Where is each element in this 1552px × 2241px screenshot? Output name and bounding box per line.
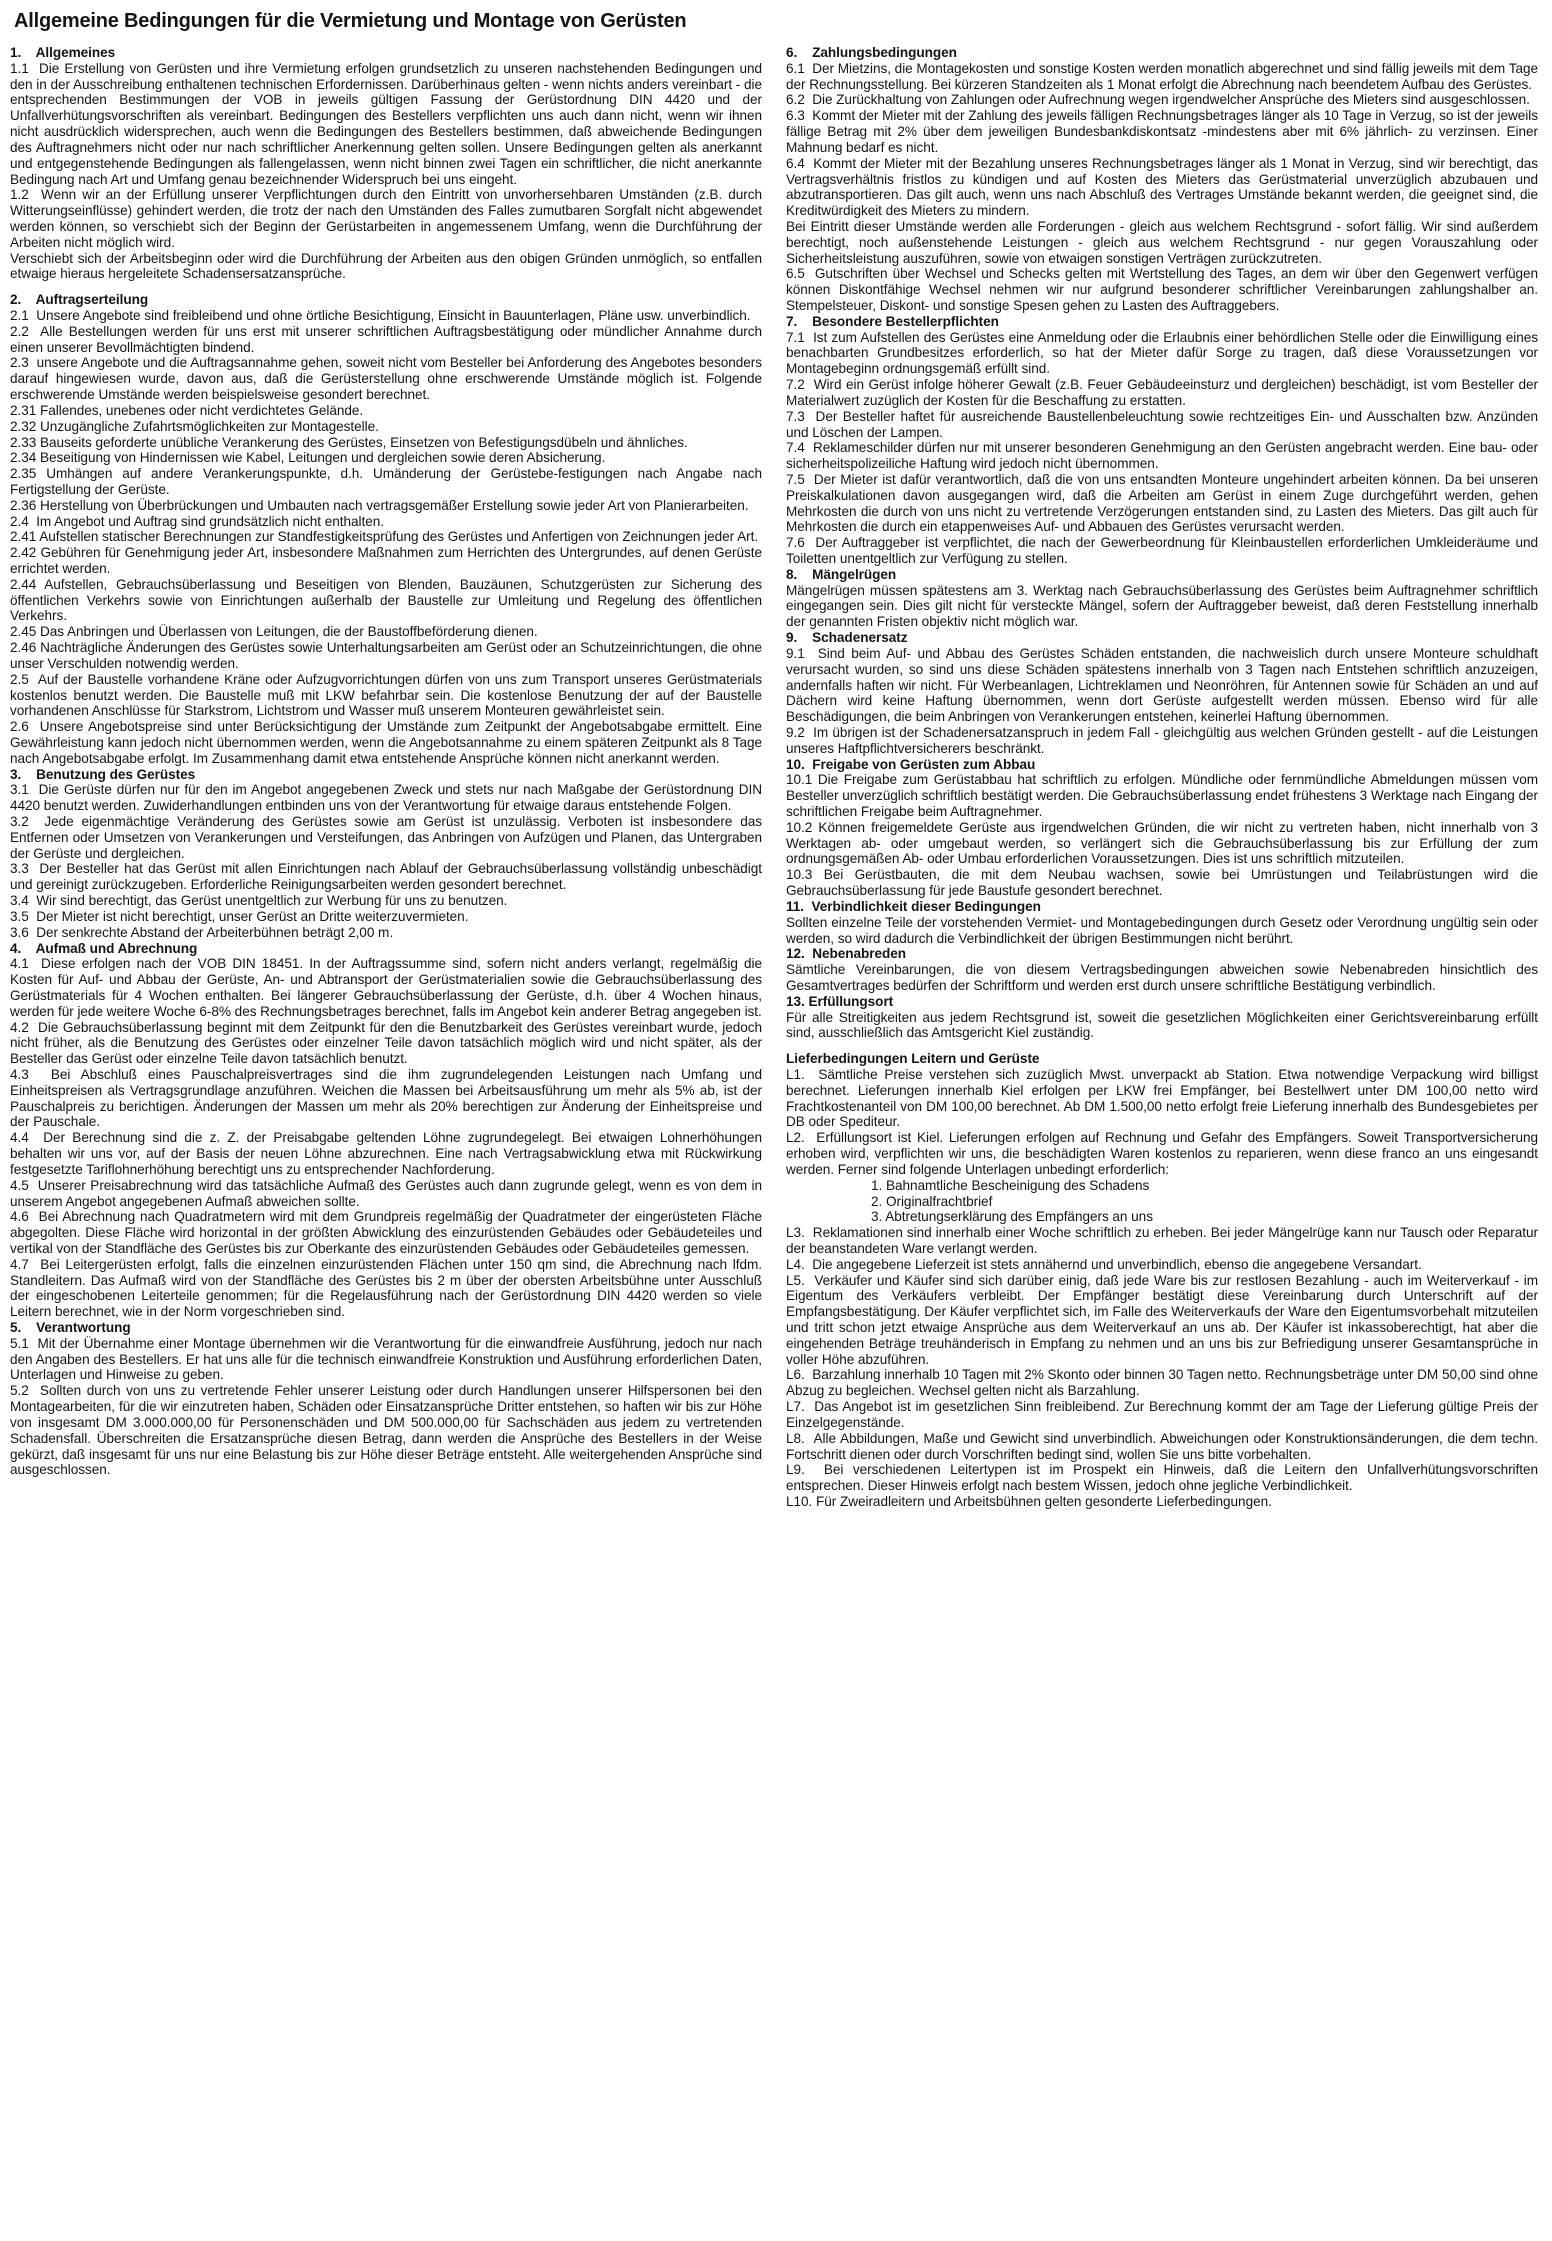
clause-paragraph: 7.2 Wird ein Gerüst infolge höherer Gewalt (z.B. Feuer Gebäudeeinsturz und dergleichen) beschädigt, ist vom Besteller der Materialwert zuzüglich der Kosten für die Beschaffung zu erstatten. bbox=[786, 377, 1538, 408]
section-heading: 13. Erfüllungsort bbox=[786, 993, 894, 1009]
clause-paragraph: 2.2 Alle Bestellungen werden für uns erst mit unserer schriftlichen Auftragsbestätigung oder mündlicher Annahme durch einen unserer Bevollmächtigten bindend. bbox=[10, 323, 762, 355]
clause-paragraph: Für alle Streitigkeiten aus jedem Rechtsgrund ist, soweit die gesetzlichen Möglichkeiten einer Gerichtsvereinbarung erfüllt sind, ausschließlich das Amtsgericht Kiel zuständig. bbox=[786, 1009, 1538, 1041]
clause-paragraph: 1.2 Wenn wir an der Erfüllung unserer Verpflichtungen durch den Eintritt von unvorhersehbaren Umständen (z.B. durch Witterungseinflüsse) gehindert werden, die trotz der nach den Umständen des Falles zumutbaren Sorgfalt nicht abgewendet werden können, so verschiebt sich der Beginn der Gerüstarbeiten in angemessenem Umfang, wenn die Durchführung der Arbeiten nicht möglich wird. bbox=[10, 187, 762, 250]
clause-paragraph: 2.6 Unsere Angebotspreise sind unter Berücksichtigung der Umstände zum Zeitpunkt der Angebotsabgabe ermittelt. Eine Gewährleistung kann jedoch nicht übernommen werden, wenn die Angebotsannahme zu einem späteren Zeitpunkt als 8 Tage nach Angebotsabgabe erfolgt. Im Zusammenhang damit etwa entstehende Ansprüche können nicht anerkannt werden. bbox=[10, 719, 762, 766]
section-spacer bbox=[786, 1041, 1538, 1051]
clause-paragraph: L9. Bei verschiedenen Leitertypen ist im Prospekt ein Hinweis, daß die Leitern den Unfallverhütungsvorschriften entsprechen. Dieser Hinweis erfolgt nach bestem Wissen, jedoch ohne jegliche Verbindlichkeit. bbox=[786, 1462, 1538, 1494]
clause-paragraph: 2.5 Auf der Baustelle vorhandene Kräne oder Aufzugvorrichtungen dürfen von uns zum Transport unseres Gerüstmaterials kostenlos benutzt werden. Die Baustelle muß mit LKW befahrbar sein. Die kostenlose Benutzung der auf der Baustelle vorhandenen Anschlüsse für Starkstrom, Lichtstrom und Wasser muß unserem Monteuren gewährleistet sein. bbox=[10, 671, 762, 719]
text-columns bbox=[10, 45, 1538, 1510]
clause-paragraph: 7.3 Der Besteller haftet für ausreichende Baustellenbeleuchtung sowie rechtzeitiges Ein- und Ausschalten bzw. Anzünden und Löschen der Lampen. bbox=[786, 408, 1538, 440]
clause-paragraph: L7. Das Angebot ist im gesetzlichen Sinn freibleibend. Zur Berechnung kommt der am Tage der Lieferung gültige Preis der Einzelgegenstände. bbox=[786, 1399, 1538, 1430]
section-heading: 8. Mängelrügen bbox=[786, 566, 897, 582]
clause-paragraph: 2.4 Im Angebot und Auftrag sind grundsätzlich nicht enthalten. bbox=[10, 513, 384, 529]
clause-paragraph: 2.42 Gebühren für Genehmigung jeder Art, insbesondere Maßnahmen zum Herrichten des Untergrundes, auf denen Gerüste errichtet werden. bbox=[10, 545, 762, 576]
section-spacer bbox=[10, 282, 762, 292]
clause-paragraph: 6.5 Gutschriften über Wechsel und Schecks gelten mit Wertstellung des Tages, an dem wir über den Gegenwert verfügen können Diskontfähige Wechsel nehmen wir nur aufgrund besonderer schriftlicher Vereinbarungen zahlungshalber an. Stempelsteuer, Diskont- und sonstige Spesen gehen zu Lasten des Auftraggebers. bbox=[786, 266, 1538, 313]
clause-paragraph: Mängelrügen müssen spätestens am 3. Werktag nach Gebrauchsüberlassung des Gerüstes beim Auftragnehmer schriftlich eingegangen sein. Dies gilt nicht für versteckte Mängel, sofern der Auftraggeber beweist, daß deren Feststellung innerhalb der genannten Fristen objektiv nicht möglich war. bbox=[786, 582, 1538, 630]
section-heading: Lieferbedingungen Leitern und Gerüste bbox=[786, 1051, 1040, 1067]
clause-paragraph: 2.31 Fallendes, unebenes oder nicht verdichtetes Gelände. bbox=[10, 402, 364, 418]
clause-paragraph: 2.36 Herstellung von Überbrückungen und Umbauten nach vertragsgemäßer Erstellung sowie jeder Art von Planierarbeiten. bbox=[10, 497, 749, 513]
clause-paragraph: 4.7 Bei Leitergerüsten erfolgt, falls die einzelnen einzurüstenden Flächen unter 150 qm sind, die Abrechnung nach lfdm. Standleitern. Das Aufmaß wird von der Standfläche des Gerüstes bis 2 m über der obersten Arbeitsbühne unter Ausschluß der eingeschobenen Leiterteile genommen; für die Regelausführung nach der Gerüstordnung DIN 4420 werden so viele Leitern berechnet, wie in der Norm vorgeschrieben sind. bbox=[10, 1256, 762, 1320]
clause-paragraph: 6.3 Kommt der Mieter mit der Zahlung des jeweils fälligen Rechnungsbetrages länger als 10 Tage in Verzug, so ist der jeweils fällige Betrag mit 2% über dem jeweiligen Bundesbankdiskontsatz -mindestens aber mit 6% jährlich- zu verzinsen. Einer Mahnung bedarf es nicht. bbox=[786, 108, 1538, 155]
clause-paragraph: 2.46 Nachträgliche Änderungen des Gerüstes sowie Unterhaltungsarbeiten am Gerüst oder an Schutzeinrichtungen, die ohne unser Verschulden notwendig werden. bbox=[10, 640, 762, 671]
clause-paragraph: 5.2 Sollten durch von uns zu vertretende Fehler unserer Leistung oder durch Handlungen unserer Hilfspersonen bei den Montagearbeiten, für die wir einzutreten haben, Schäden oder Einsatzansprüche Dritter entstehen, so haften wir bis zur Höhe von insgesamt DM 3.000.000,00 für Personenschäden und DM 500.000,00 für Sachschäden aus jedem zu vertretenden Schadensfall. Überschreiten die Ersatzansprüche diesen Betrag, dann werden die Ansprüche des Bestellers in der Weise gekürzt, daß insgesamt für uns nur eine Belastung bis zur Höhe dieser Beträge entsteht. Alle weitergehenden Ansprüche sind ausgeschlossen. bbox=[10, 1383, 762, 1478]
section-heading: 6. Zahlungsbedingungen bbox=[786, 45, 957, 60]
clause-paragraph: 10.2 Können freigemeldete Gerüste aus irgendwelchen Gründen, die wir nicht zu vertreten haben, nicht innerhalb von 3 Werktagen ab- oder umgebaut werden, so verlängert sich die Gebrauchsüberlassung bis zur Erfüllung der zum ordnungsgemäßen Ab- oder Umbau erforderlichen Voraussetzungen. Dies ist uns schriftlich mitzuteilen. bbox=[786, 819, 1538, 867]
clause-paragraph: L4. Die angegebene Lieferzeit ist stets annähernd und unverbindlich, ebenso die angegebene Versandart. bbox=[786, 1256, 1422, 1272]
section-heading: 9. Schadenersatz bbox=[786, 630, 908, 646]
clause-paragraph: 7.4 Reklameschilder dürfen nur mit unserer besonderen Genehmigung an den Gerüsten angebracht werden. Eine bau- oder sicherheitspolizeiliche Haftung wird jedoch nicht übernommen. bbox=[786, 440, 1538, 472]
clause-paragraph: L1. Sämtliche Preise verstehen sich zuzüglich Mwst. unverpackt ab Station. Etwa notwendige Verpackung wird billigst berechnet. Lieferungen innerhalb Kiel erfolgen per LKW frei Empfänger, bei Bestellwert unter DM 100,00 netto wird Frachtkostenanteil von DM 100,00 berechnet. Ab DM 1.500,00 netto erfolgt freie Lieferung innerhalb des Bundesgebietes per DB oder Spediteur. bbox=[786, 1067, 1538, 1130]
clause-paragraph: 1.1 Die Erstellung von Gerüsten und ihre Vermietung erfolgen grundsetzlich zu unseren nachstehenden Bedingungen und den in der Ausschreibung enthaltenen technischen Erfordernissen. Darüberhinaus gelten - wenn nichts anders vereinbart - die entsprechenden Bestimmungen der VOB in jeweils gültigen Fassung der Gerüstordnung DIN 4420 und der Unfallverhütungsvorschriften als vereinbart. Bedingungen des Bestellers verpflichten uns auch dann nicht, wenn wir ihnen nicht ausdrücklich widersprechen, auch wenn die Bedingungen des Bestellers bestimmen, daß abweichende Bedingungen des Auftragnehmers nicht oder nur nach schriftlicher Anerkennung gelten sollen. Unsere Bedingungen gelten als anerkannt und entgegenstehende Bedingungen als fallengelassen, wenn nicht binnen zwei Tagen ein schriftlicher, die nicht anerkannte Bedingung nach Art und Umfang genau bezeichnender Widerspruch bei uns eingeht. bbox=[10, 60, 762, 187]
clause-paragraph: 10.3 Bei Gerüstbauten, die mit dem Neubau wachsen, sowie bei Umrüstungen und Teilabrüstungen wird die Gebrauchsüberlassung für jede Baustufe gesondert berechnet. bbox=[786, 867, 1538, 899]
section-heading: 11. Verbindlichkeit dieser Bedingungen bbox=[786, 898, 1041, 914]
clause-paragraph: 6.2 Die Zurückhaltung von Zahlungen oder Aufrechnung wegen irgendwelcher Ansprüche des Mieters sind ausgeschlossen. bbox=[786, 92, 1530, 108]
document-title: Allgemeine Bedingungen für die Vermietung und Montage von Gerüsten bbox=[14, 10, 687, 32]
clause-paragraph: 2.41 Aufstellen statischer Berechnungen zur Standfestigkeitsprüfung des Gerüstes und Anfertigen von Zeichnungen jeder Art. bbox=[10, 529, 759, 545]
clause-paragraph: Bei Eintritt dieser Umstände werden alle Forderungen - gleich aus welchem Rechtsgrund - sofort fällig. Wir sind außerdem berechtigt, noch außenstehende Leistungen - gleich aus welchem Rechtsgrund - nur gegen Vorauszahlung oder Sicherheitsleistung auszuführen, sowie von etwaigen sonstigen Verträgen zurückzutreten. bbox=[786, 218, 1538, 266]
section-heading: 10. Freigabe von Gerüsten zum Abbau bbox=[786, 756, 1036, 772]
section-heading: 4. Aufmaß und Abrechnung bbox=[10, 940, 198, 956]
right-column bbox=[786, 45, 1538, 1510]
clause-paragraph: 4.5 Unserer Preisabrechnung wird das tatsächliche Aufmaß des Gerüstes auch dann zugrunde gelegt, wenn es von dem in unserem Angebot angegebenen Aufmaß abweichen sollte. bbox=[10, 1177, 762, 1209]
clause-paragraph: Sämtliche Vereinbarungen, die von diesem Vertragsbedingungen abweichen sowie Nebenabreden hinsichtlich des Gesamtvertrages bedürfen der Schriftform und werden erst durch unsere schriftliche Bestätigung verbindlich. bbox=[786, 962, 1538, 993]
clause-paragraph: 4.3 Bei Abschluß eines Pauschalpreisvertrages sind die ihm zugrundelegenden Leistungen nach Umfang und Einheitspreisen als Vertragsgrundlage anzuführen. Weichen die Massen bei Arbeitsausführung um mehr als 5% ab, ist der Pauschalpreis zu berichtigen. Änderungen der Massen um mehr als 20% berechtigen zur Änderung der Einheitspreise und der Pauschale. bbox=[10, 1067, 762, 1130]
clause-paragraph: 2.1 Unsere Angebote sind freibleibend und ohne örtliche Besichtigung, Einsicht in Bauunterlagen, Pläne usw. unverbindlich. bbox=[10, 308, 751, 323]
section-heading: 1. Allgemeines bbox=[10, 45, 116, 60]
clause-paragraph: 4.6 Bei Abrechnung nach Quadratmetern wird mit dem Grundpreis regelmäßig der Quadratmeter der eingerüsteten Fläche abgegolten. Diese Fläche wird horizontal in der größten Abwicklung des einzurüstenden Gebäudes oder Gebäudeteiles und vertikal von der Standfläche des Gerüstes bis zur Oberkante des einzurüstenden Gebäudes oder Gebäudeteiles gemessen. bbox=[10, 1209, 762, 1256]
clause-paragraph: L8. Alle Abbildungen, Maße und Gewicht sind unverbindlich. Abweichungen oder Konstruktionsänderungen, die dem techn. Fortschritt dienen oder durch Vorschriften bedingt sind, wollen Sie uns bitte vorbehalten. bbox=[786, 1430, 1538, 1462]
clause-paragraph: 3.1 Die Gerüste dürfen nur für den im Angebot angegebenen Zweck und stets nur nach Maßgabe der Gerüstordnung DIN 4420 benutzt werden. Zuwiderhandlungen entbinden uns von der Verantwortung für etwaige daraus entstehende Folgen. bbox=[10, 782, 762, 814]
section-heading: 3. Benutzung des Gerüstes bbox=[10, 766, 196, 782]
clause-paragraph: 7.6 Der Auftraggeber ist verpflichtet, die nach der Gewerbeordnung für Kleinbaustellen erforderlichen Umkleideräume und Toiletten unentgeltlich zur Verfügung zu stellen. bbox=[786, 535, 1538, 566]
clause-paragraph: 4.4 Der Berechnung sind die z. Z. der Preisabgabe geltenden Löhne zugrundegelegt. Bei etwaigen Lohnerhöhungen behalten wir uns vor, auf der Basis der neuen Löhne abzurechnen. Eine nach Vertragsabwicklung etwa mit Rückwirkung festgesetzte Tariflohnerhöhung berechtigt uns zu entsprechender Nachforderung. bbox=[10, 1130, 762, 1177]
section-heading: 12. Nebenabreden bbox=[786, 946, 907, 962]
clause-paragraph: Sollten einzelne Teile der vorstehenden Vermiet- und Montagebedingungen durch Gesetz oder Verordnung ungültig sein oder werden, so wird dadurch die Verbindlichkeit der übrigen Bestimmungen nicht berührt. bbox=[786, 914, 1538, 946]
clause-paragraph: L2. Erfüllungsort ist Kiel. Lieferungen erfolgen auf Rechnung und Gefahr des Empfängers. Soweit Transportversicherung erhoben wird, verpflichten wir uns, die beschädigten Waren kostenlos zu reparieren, wenn diese franco an uns eingesandt werden. Ferner sind folgende Unterlagen unbedingt erforderlich: bbox=[786, 1130, 1538, 1177]
section-heading: 5. Verantwortung bbox=[10, 1320, 131, 1335]
clause-paragraph: 10.1 Die Freigabe zum Gerüstabbau hat schriftlich zu erfolgen. Mündliche oder fernmündliche Abmeldungen müssen vom Besteller unverzüglich schriftlich bestätigt werden. Die Gebrauchsüberlassung endet frühestens 3 Werktage nach Eingang der schriftlichen Freigabe beim Auftragnehmer. bbox=[786, 772, 1538, 819]
clause-paragraph: 9.2 Im übrigen ist der Schadenersatzanspruch in jedem Fall - gleichgültig aus welchen Gründen gestellt - auf die Leistungen unseres Haftpflichtversicherers beschränkt. bbox=[786, 724, 1538, 756]
clause-paragraph: L6. Barzahlung innerhalb 10 Tagen mit 2% Skonto oder binnen 30 Tagen netto. Rechnungsbeträge unter DM 50,00 sind ohne Abzug zu begleichen. Wechsel gelten nicht als Barzahlung. bbox=[786, 1367, 1538, 1399]
clause-paragraph: 6.4 Kommt der Mieter mit der Bezahlung unseres Rechnungsbetrages länger als 1 Monat in Verzug, sind wir berechtigt, das Vertragsverhältnis fristlos zu kündigen und auf Kosten des Mieters das Gerüstmaterial unverzüglich abzubauen und abzutransportieren. Das gilt auch, wenn uns nach Abschluß des Vertrages Umstände bekannt werden, die geeignet sind, die Kreditwürdigkeit des Mieters zu mindern. bbox=[786, 155, 1538, 219]
clause-paragraph: 7.5 Der Mieter ist dafür verantwortlich, daß die von uns entsandten Monteure ungehindert arbeiten können. Da bei unseren Preiskalkulationen davon ausgegangen wird, daß die Arbeiten am Gerüst in einem Zuge durchgeführt werden, gehen Mehrkosten die durch von uns nicht zu vertretende Verzögerungen entstanden sind, zu Lasten des Mieters. Das gilt auch für Mehrkosten die durch ein etappenweises Auf- und Abbauen des Gerüstes verursacht werden. bbox=[786, 471, 1538, 535]
clause-paragraph: 2.35 Umhängen auf andere Verankerungspunkte, d.h. Umänderung der Gerüstebe-festigungen nach Angabe nach Fertigstellung der Gerüste. bbox=[10, 466, 762, 497]
clause-paragraph: 5.1 Mit der Übernahme einer Montage übernehmen wir die Verantwortung für die einwandfreie Ausführung, jedoch nur nach den Angaben des Bestellers. Er hat uns alle für die technisch einwandfreie Konstruktion und Ausführung erforderlichen Daten, Unterlagen und Hinweise zu geben. bbox=[10, 1335, 762, 1383]
clause-paragraph: L5. Verkäufer und Käufer sind sich darüber einig, daß jede Ware bis zur restlosen Bezahlung - auch im Weiterverkauf - im Eigentum des Verkäufers verbleibt. Der Empfänger bestätigt diese Vereinbarung durch Unterschrift auf der Empfangsbestätigung. Der Käufer verpflichtet sich, im Falle des Weiterverkaufs der Ware den Eigentumsvorbehalt mitzuteilen und tritt schon jetzt etwaige Ansprüche aus dem Weiterverkauf an uns ab. Der Käufer ist inkassoberechtigt, hat aber die eingehenden Beträge treuhänderisch in Empfang zu nehmen und an uns bis zur Befriedigung unserer Gesamtansprüche in voller Höhe abzuführen. bbox=[786, 1272, 1538, 1367]
clause-paragraph: 2.44 Aufstellen, Gebrauchsüberlassung und Beseitigen von Blenden, Bauzäunen, Schutzgerüsten zur Sicherung des öffentlichen Verkehrs sowie von Einrichtungen außerhalb der Baustelle zur Umleitung und Regelung des öffentlichen Verkehrs. bbox=[10, 576, 762, 624]
clause-paragraph: 3.5 Der Mieter ist nicht berechtigt, unser Gerüst an Dritte weiterzuvermieten. bbox=[10, 908, 469, 924]
clause-paragraph: 2.45 Das Anbringen und Überlassen von Leitungen, die der Baustoffbeförderung dienen. bbox=[10, 624, 538, 640]
clause-paragraph: 3.3 Der Besteller hat das Gerüst mit allen Einrichtungen nach Ablauf der Gebrauchsüberlassung vollständig unbeschädigt und gereinigt zurückzugeben. Erforderliche Reinigungsarbeiten werden gesondert berechnet. bbox=[10, 861, 762, 893]
clause-paragraph: 3.2 Jede eigenmächtige Veränderung des Gerüstes sowie am Gerüst ist unzulässig. Verboten ist insbesondere das Entfernen oder Umsetzen von Verankerungen und Versteifungen, das Anbringen von Aufzügen und Planen, das Untergraben der Gerüste und dergleichen. bbox=[10, 814, 762, 861]
section-heading: 2. Auftragserteilung bbox=[10, 292, 149, 308]
clause-paragraph: L3. Reklamationen sind innerhalb einer Woche schriftlich zu erheben. Bei jeder Mängelrüge kann nur Tausch oder Reparatur der beanstandeten Ware verlangt werden. bbox=[786, 1225, 1538, 1256]
clause-paragraph: 3.4 Wir sind berechtigt, das Gerüst unentgeltlich zur Werbung für uns zu benutzen. bbox=[10, 893, 508, 909]
list-item: 3. Abtretungserklärung des Empfängers an uns bbox=[871, 1209, 1153, 1225]
clause-paragraph: 3.6 Der senkrechte Abstand der Arbeiterbühnen beträgt 2,00 m. bbox=[10, 924, 394, 940]
clause-paragraph: 7.1 Ist zum Aufstellen des Gerüstes eine Anmeldung oder die Erlaubnis einer behördlichen Stelle oder die Einwilligung eines benachbarten Grundbesitzes erforderlich, so hat der Mieter dafür Sorge zu tragen, daß diese Voraussetzungen vor Montagebeginn ordnungsgemäß erfüllt sind. bbox=[786, 329, 1538, 377]
list-item: 2. Originalfrachtbrief bbox=[871, 1193, 993, 1209]
clause-paragraph: L10. Für Zweiradleitern und Arbeitsbühnen gelten gesonderte Lieferbedingungen. bbox=[786, 1493, 1272, 1509]
clause-paragraph: 4.2 Die Gebrauchsüberlassung beginnt mit dem Zeitpunkt für den die Benutzbarkeit des Gerüstes vereinbart wurde, jedoch nicht früher, als die Benutzung des Gerüstes oder einzelner Teile davon tatsächlich möglich wird und nicht später, als der Besteller das Gerüst oder einzelne Teile davon tatsächlich benutzt. bbox=[10, 1019, 762, 1067]
clause-paragraph: 2.34 Beseitigung von Hindernissen wie Kabel, Leitungen und dergleichen sowie deren Absicherung. bbox=[10, 450, 606, 466]
clause-paragraph: 2.32 Unzugängliche Zufahrtsmöglichkeiten zur Montagestelle. bbox=[10, 418, 379, 434]
clause-paragraph: 9.1 Sind beim Auf- und Abbau des Gerüstes Schäden entstanden, die nachweislich durch unsere Monteure schuldhaft verursacht wurden, so sind uns diese Schäden spätestens innerhalb von 3 Tagen nach Entstehen schriftlich anzuzeigen, andernfalls haften wir nicht. Für Werbeanlagen, Lichtreklamen und Neonröhren, für Antennen sowie für Schäden an und auf Dächern wird keine Haftung übernommen, wenn dort Gerüste aufgestellt werden müssen. Ebenso wird für alle Beschädigungen, die beim Anbringen von Verankerungen entstehen, keinerlei Haftung übernommen. bbox=[786, 645, 1538, 725]
clause-paragraph: 6.1 Der Mietzins, die Montagekosten und sonstige Kosten werden monatlich abgerechnet und sind fällig jeweils mit dem Tage der Rechnungsstellung. Bei kürzeren Standzeiten als 1 Monat erfolgt die Abrechnung nach beendetem Aufbau des Gerüstes. bbox=[786, 60, 1538, 92]
clause-paragraph: 2.3 unsere Angebote und die Auftragsannahme gehen, soweit nicht vom Besteller bei Anforderung des Angebotes besonders darauf hingewiesen wurde, davon aus, daß die Gerüsterstellung ohne erschwerende Umstände möglich ist. Folgende erschwerende Umstände werden beispielsweise gesondert berechnet. bbox=[10, 355, 762, 403]
clause-paragraph: 4.1 Diese erfolgen nach der VOB DIN 18451. In der Auftragssumme sind, sofern nicht anders verlangt, regelmäßig die Kosten für Auf- und Abbau der Gerüste, An- und Abtransport der Gerüstmaterialien sowie die Gebrauchsüberlassung des Gerüstmaterials für 4 Wochen enthalten. Bei längerer Gebrauchsüberlassung der Gerüste, d.h. über 4 Wochen hinaus, werden für jede weitere Woche 6-8% des Rechnungsbetrages berechnet, falls im Angebot kein anderer Betrag angegeben ist. bbox=[10, 956, 762, 1019]
list-item: 1. Bahnamtliche Bescheinigung des Schadens bbox=[871, 1177, 1150, 1193]
clause-paragraph: Verschiebt sich der Arbeitsbeginn oder wird die Durchführung der Arbeiten aus den obigen Gründen unmöglich, so entfallen etwaige hieraus hergeleitete Schadensersatzansprüche. bbox=[10, 250, 762, 282]
left-column bbox=[10, 45, 762, 1510]
section-heading: 7. Besondere Bestellerpflichten bbox=[786, 313, 999, 329]
clause-paragraph: 2.33 Bauseits geforderte unübliche Verankerung des Gerüstes, Einsetzen von Befestigungsdübeln und ähnliches. bbox=[10, 434, 688, 450]
